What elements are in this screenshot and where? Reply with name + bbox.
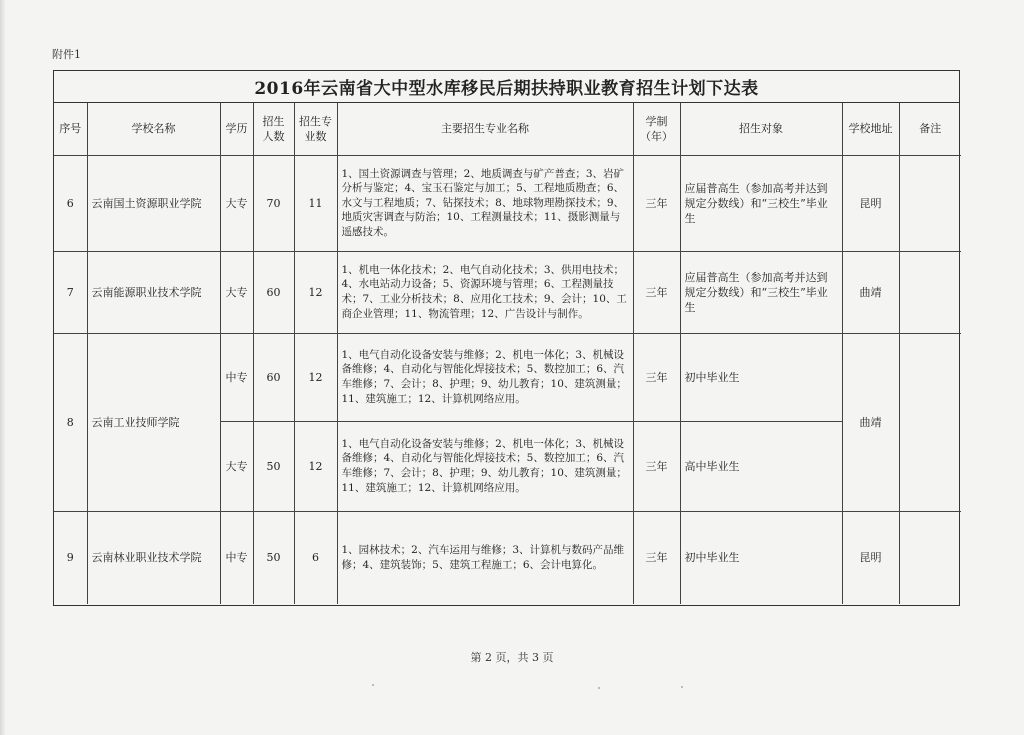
header-school: 学校名称 [87,103,220,155]
cell-majors: 1、国土资源调查与管理；2、地质调查与矿产普查；3、岩矿分析与鉴定；4、宝玉石鉴定与加工；5、工程地质勘查；6、水文与工程地质；7、钻探技术；8、地球物理勘探技术；9、地质灾害调查与防治；10、工程测量技术；11、摄影测量与遥感技术。 [337,155,633,251]
cell-majors-count: 12 [294,251,337,333]
attachment-label: 附件1 [52,48,81,61]
cell-majors-count: 11 [294,155,337,251]
cell-level: 中专 [220,333,253,421]
table-row [54,333,961,421]
header-location: 学校地址 [842,103,899,155]
cell-notes [899,155,961,251]
header-majors: 主要招生专业名称 [337,103,633,155]
header-majors-count: 招生专业数 [294,103,337,155]
header-notes: 备注 [899,103,961,155]
cell-school: 云南林业职业技术学院 [87,511,220,604]
scan-edge [0,0,6,735]
header-seq: 序号 [54,103,87,155]
cell-notes [899,511,961,604]
cell-majors: 1、机电一体化技术；2、电气自动化技术；3、供用电技术；4、水电站动力设备；5、资源环境与管理；6、工程测量技术；7、工业分析技术；8、应用化工技术；9、会计；10、工商企业管理；11、物流管理；12、广告设计与制作。 [337,251,633,333]
cell-level: 大专 [220,155,253,251]
cell-duration: 三年 [633,155,680,251]
cell-enroll: 50 [253,421,294,511]
cell-target: 应届普高生（参加高考并达到规定分数线）和“三校生”毕业生 [680,251,842,333]
cell-enroll: 60 [253,251,294,333]
cell-majors: 1、电气自动化设备安装与维修；2、机电一体化；3、机械设备维修；4、自动化与智能化焊接技术；5、数控加工；6、汽车维修；7、会计；8、护理；9、幼儿教育；10、建筑测量；11、建筑施工；12、计算机网络应用。 [337,421,633,511]
cell-seq: 7 [54,251,87,333]
cell-school: 云南能源职业技术学院 [87,251,220,333]
cell-enroll: 70 [253,155,294,251]
cell-enroll: 60 [253,333,294,421]
cell-seq: 8 [54,333,87,511]
cell-level: 中专 [220,511,253,604]
cell-majors: 1、园林技术；2、汽车运用与维修；3、计算机与数码产品维修；4、建筑装饰；5、建筑工程施工；6、会计电算化。 [337,511,633,604]
table-row [54,155,961,251]
cell-target: 初中毕业生 [680,511,842,604]
cell-duration: 三年 [633,251,680,333]
cell-school: 云南国土资源职业学院 [87,155,220,251]
cell-majors: 1、电气自动化设备安装与维修；2、机电一体化；3、机械设备维修；4、自动化与智能化焊接技术；5、数控加工；6、汽车维修；7、会计；8、护理；9、幼儿教育；10、建筑测量；11、建筑施工；12、计算机网络应用。 [337,333,633,421]
table-row [54,251,961,333]
header-level: 学历 [220,103,253,155]
cell-seq: 9 [54,511,87,604]
table-row [54,511,961,604]
cell-location: 曲靖 [842,251,899,333]
header-enroll: 招生人数 [253,103,294,155]
cell-enroll: 50 [253,511,294,604]
table-title: 2016年云南省大中型水库移民后期扶持职业教育招生计划下达表 [54,71,959,103]
cell-notes [899,333,961,511]
cell-target: 高中毕业生 [680,421,842,511]
cell-location: 昆明 [842,155,899,251]
cell-majors-count: 12 [294,333,337,421]
page-footer: 第 2 页，共 3 页 [470,651,554,664]
cell-level: 大专 [220,251,253,333]
cell-location: 昆明 [842,511,899,604]
cell-target: 应届普高生（参加高考并达到规定分数线）和“三校生”毕业生 [680,155,842,251]
cell-majors-count: 6 [294,511,337,604]
cell-location: 曲靖 [842,333,899,511]
scan-speck [372,684,374,686]
enrollment-table [54,103,961,604]
cell-notes [899,251,961,333]
cell-duration: 三年 [633,333,680,421]
cell-duration: 三年 [633,511,680,604]
cell-level: 大专 [220,421,253,511]
cell-seq: 6 [54,155,87,251]
cell-majors-count: 12 [294,421,337,511]
scan-speck [598,687,600,689]
scan-speck [681,686,683,688]
cell-target: 初中毕业生 [680,333,842,421]
header-duration: 学制（年） [633,103,680,155]
plan-sheet [53,70,960,606]
cell-school: 云南工业技师学院 [87,333,220,511]
header-target: 招生对象 [680,103,842,155]
cell-duration: 三年 [633,421,680,511]
